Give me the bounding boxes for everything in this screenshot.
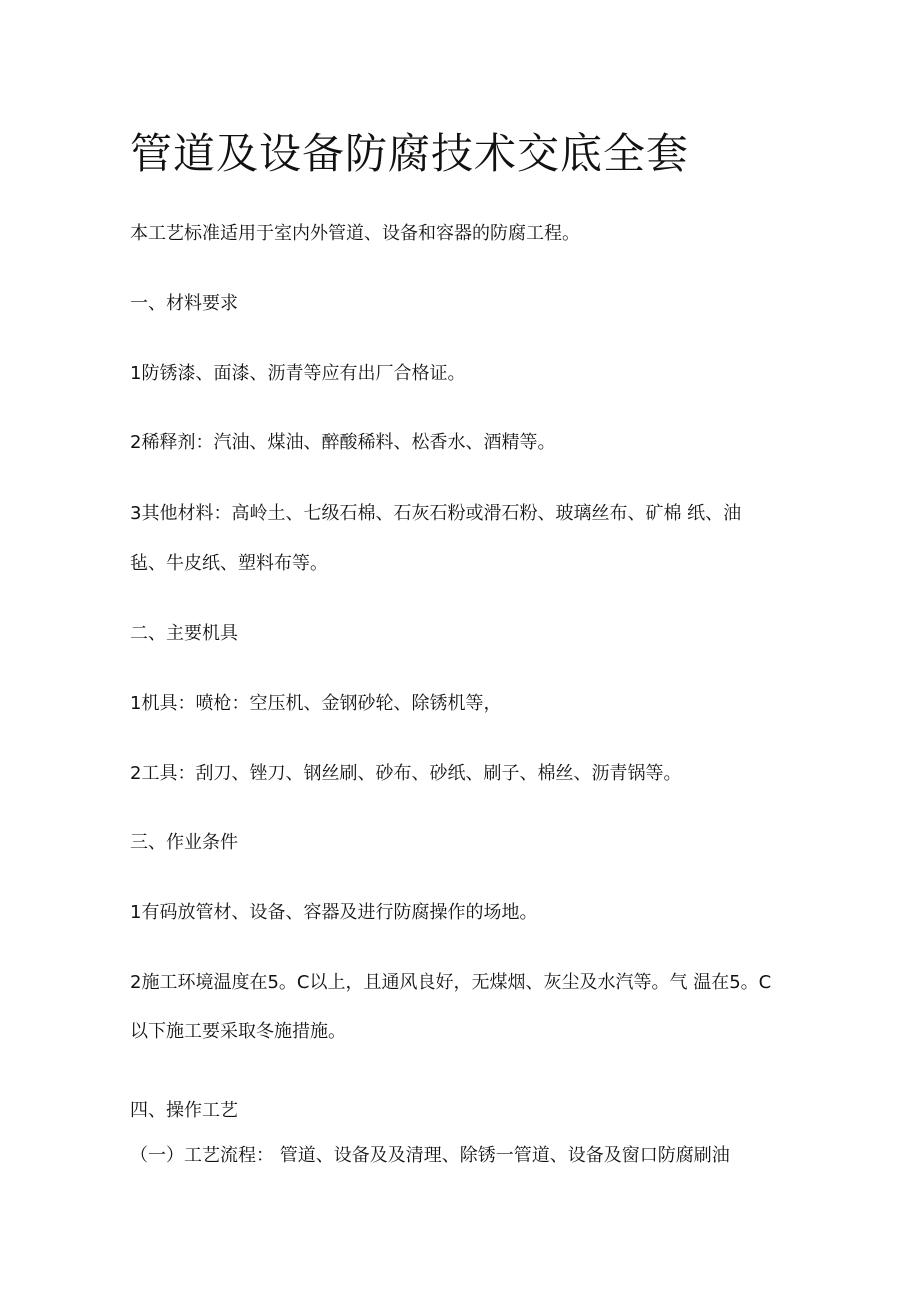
materials-item-2: 2稀释剂：汽油、煤油、醉酸稀料、松香水、酒精等。 (130, 432, 556, 453)
conditions-item-1: 1有码放管材、设备、容器及进行防腐操作的场地。 (130, 902, 538, 923)
section-heading-process: 四、操作工艺 (130, 1100, 238, 1121)
section-heading-tools: 二、主要机具 (130, 623, 238, 644)
document-title: 管道及设备防腐技术交底全套 (130, 129, 690, 178)
conditions-item-2-line-1: 2施工环境温度在5。C以上，且通风良好，无煤烟、灰尘及水汽等。气 温在5。C (130, 972, 772, 993)
section-heading-materials: 一、材料要求 (130, 293, 238, 314)
section-heading-conditions: 三、作业条件 (130, 832, 238, 853)
materials-item-3-line-2: 毡、牛皮纸、塑料布等。 (130, 553, 328, 574)
intro-paragraph: 本工艺标准适用于室内外管道、设备和容器的防腐工程。 (130, 223, 580, 244)
conditions-item-2-line-2: 以下施工要采取冬施措施。 (130, 1021, 346, 1042)
process-item-1: （一）工艺流程： 管道、设备及及清理、除锈一管道、设备及窗口防腐刷油 (130, 1145, 730, 1166)
tools-item-2: 2工具：刮刀、锉刀、钢丝刷、砂布、砂纸、刷子、棉丝、沥青锅等。 (130, 763, 682, 784)
materials-item-3-line-1: 3其他材料：高岭土、七级石棉、石灰石粉或滑石粉、玻璃丝布、矿棉 纸、油 (130, 503, 742, 524)
materials-item-1: 1防锈漆、面漆、沥青等应有出厂合格证。 (130, 363, 466, 384)
tools-item-1: 1机具：喷枪：空压机、金钢砂轮、除锈机等， (130, 693, 502, 714)
